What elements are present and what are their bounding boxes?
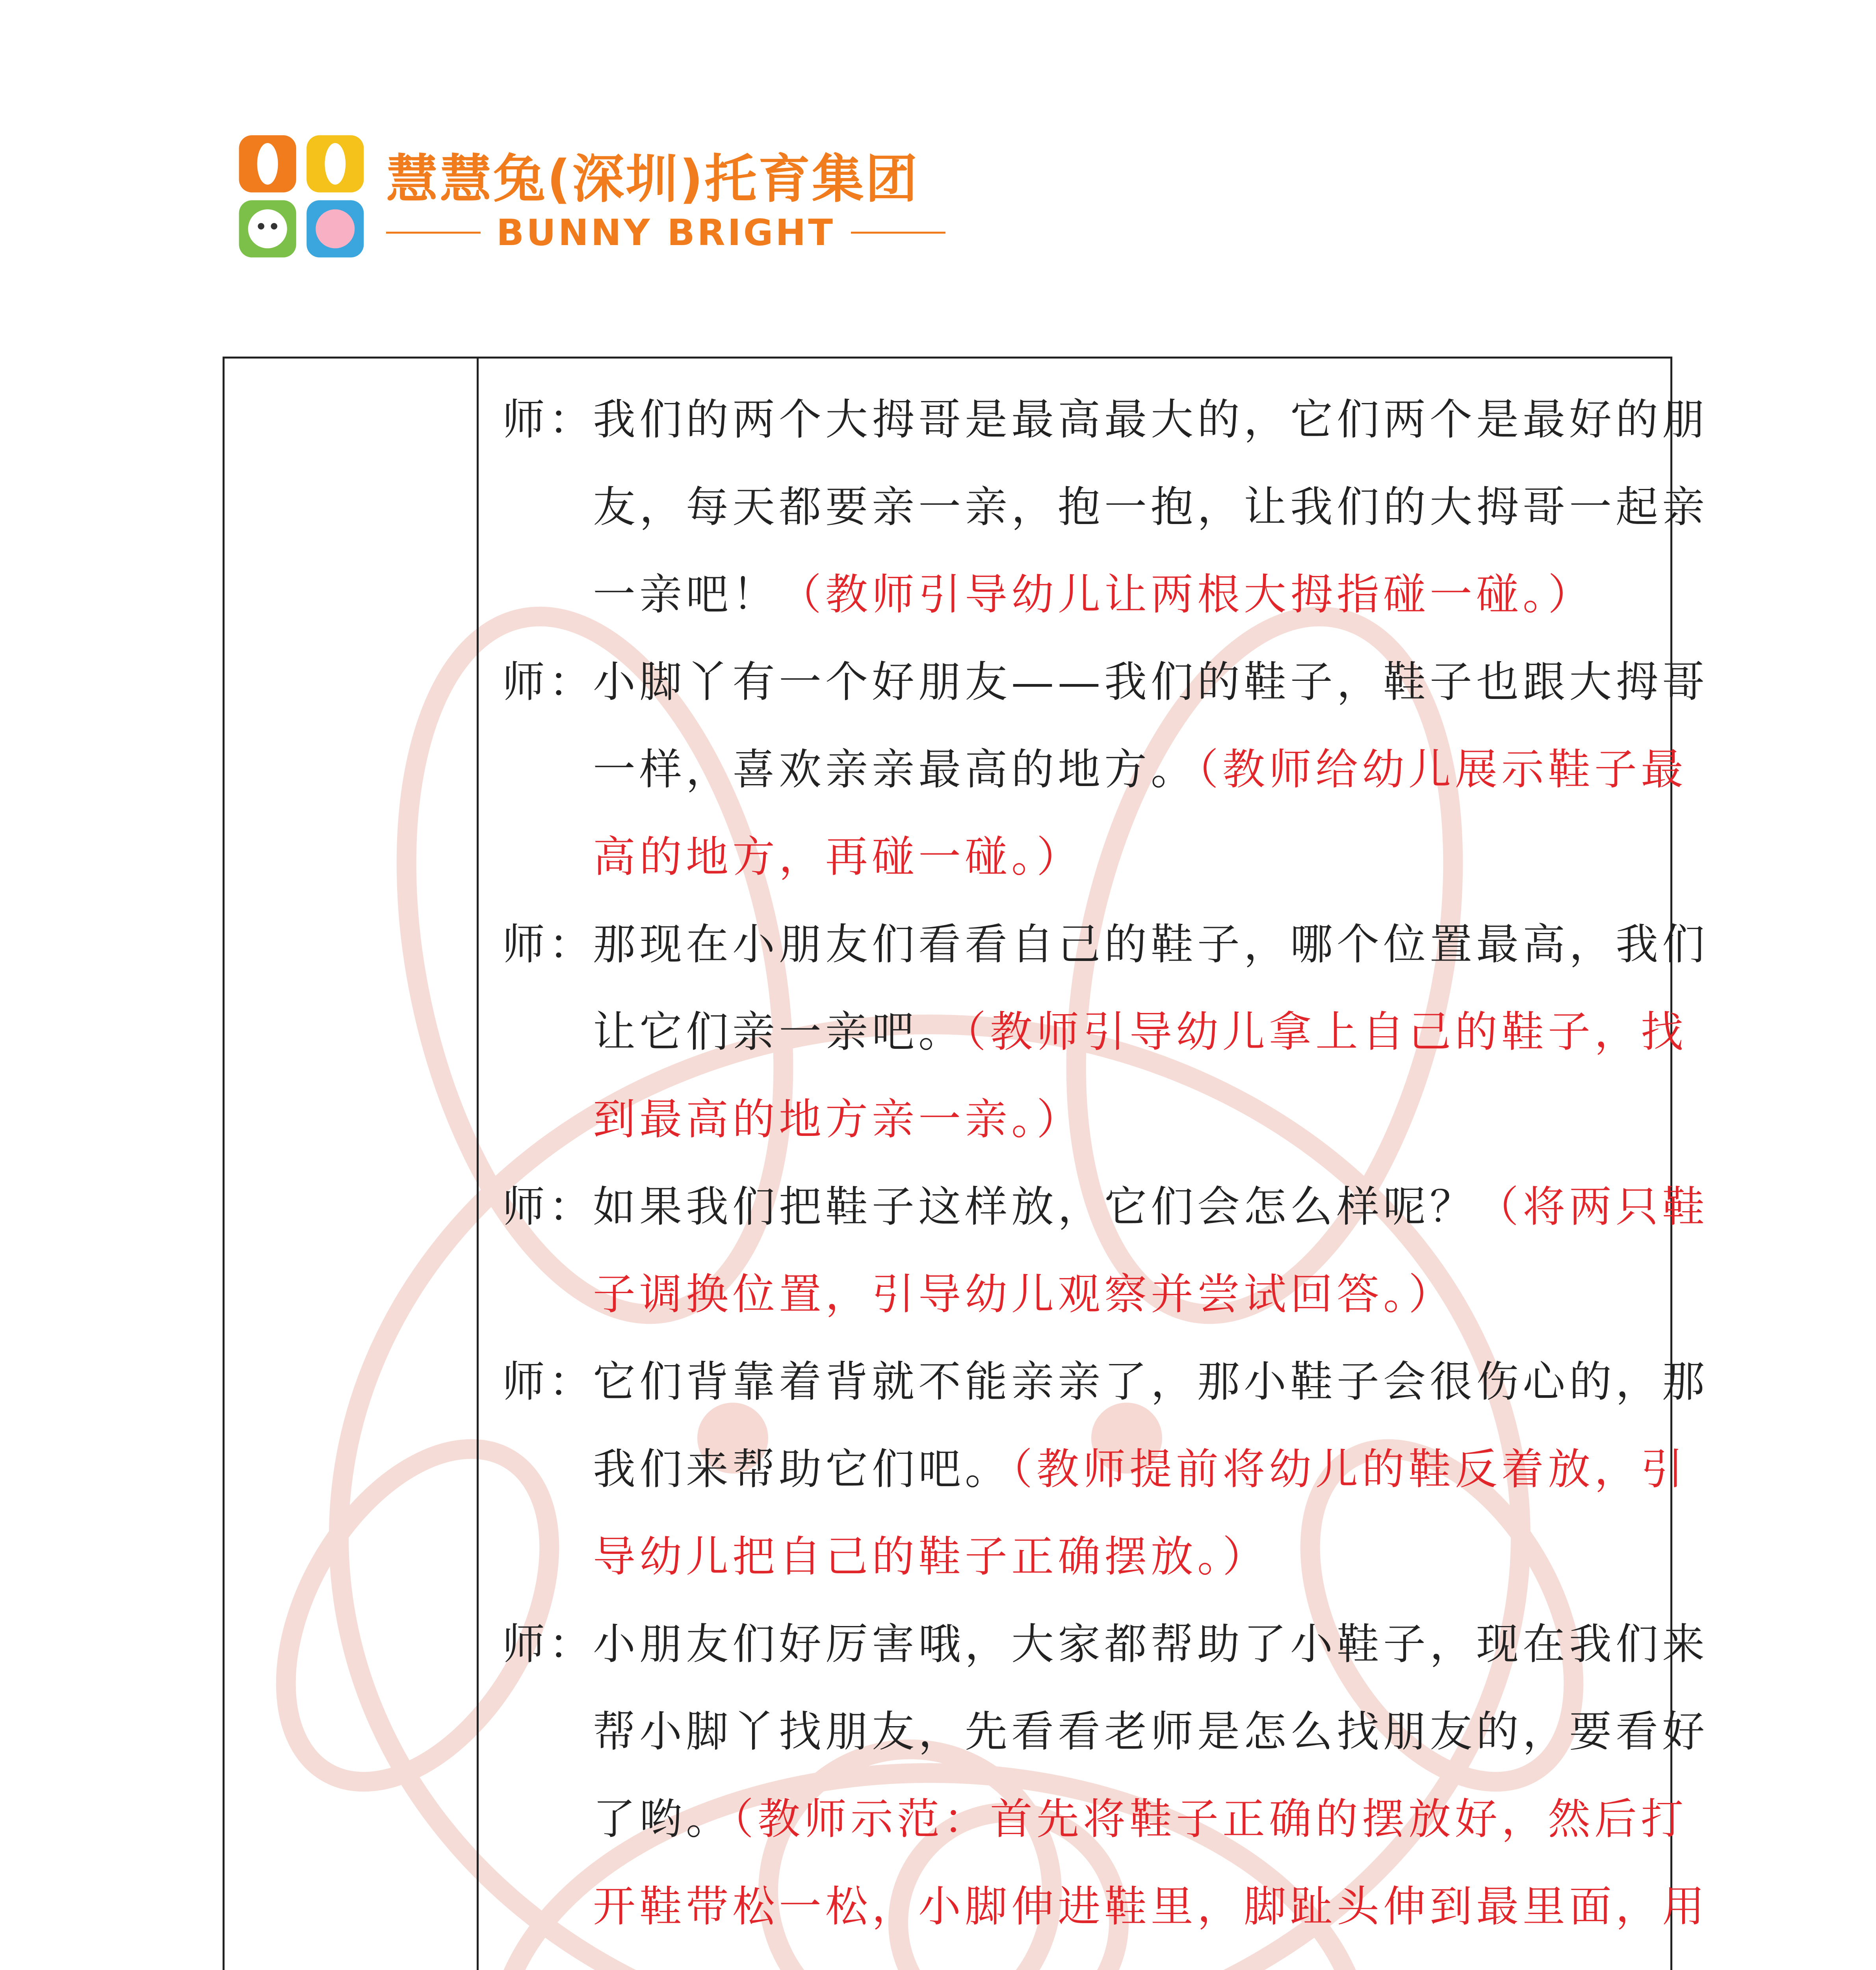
paragraph-line — [502, 726, 1688, 814]
table-right-cell — [479, 359, 1709, 1970]
teacher-paragraph — [502, 1338, 1709, 1601]
paragraph-line — [502, 1338, 1709, 1426]
table-left-cell — [225, 359, 477, 1970]
paragraph-line — [502, 814, 1645, 901]
paragraph-line — [502, 639, 1709, 726]
paragraph-line — [502, 989, 1688, 1076]
instruction-text: 到最高的地方亲一亲。） — [593, 1095, 1083, 1144]
instruction-text: 开鞋带松一松，小脚伸进鞋里，脚趾头伸到最里面，用 — [593, 1882, 1709, 1931]
dialogue-text: 我们的两个大拇哥是最高最大的，它们两个是最好的朋 — [593, 395, 1709, 444]
paragraph-line — [502, 1163, 1709, 1251]
dialogue-text: 一样，喜欢亲亲最高的地方。 — [593, 745, 1198, 794]
dialogue-text: 帮小脚丫找朋友，先看看老师是怎么找朋友的，要看好 — [593, 1707, 1709, 1756]
dialogue-text: 让它们亲一亲吧。 — [593, 1007, 965, 1057]
speaker-prefix: 师： — [502, 658, 596, 707]
speaker-prefix: 师： — [502, 1182, 596, 1232]
teacher-paragraph — [502, 901, 1709, 1163]
speaker-prefix: 师： — [502, 1357, 596, 1407]
dialogue-text: 那现在小朋友们看看自己的鞋子，哪个位置最高，我们 — [593, 920, 1709, 969]
teacher-paragraph — [502, 376, 1709, 639]
bunny-logo-icon — [236, 130, 366, 260]
paragraph-line — [502, 1776, 1688, 1863]
instruction-text: （教师引导幼儿拿上自己的鞋子，找 — [965, 1007, 1688, 1057]
dialogue-text: 一亲吧！ — [593, 570, 779, 619]
header-logo — [236, 130, 985, 260]
teacher-paragraph — [502, 1601, 1709, 1970]
paragraph-line — [502, 1951, 1645, 1970]
paragraph-line — [502, 1513, 1645, 1601]
paragraph-line — [502, 1688, 1709, 1776]
instruction-text: （教师提前将幼儿的鞋反着放，引 — [1011, 1445, 1688, 1494]
dialogue-text: 小朋友们好厉害哦，大家都帮助了小鞋子，现在我们来 — [593, 1620, 1709, 1669]
instruction-text: 高的地方，再碰一碰。） — [593, 833, 1083, 882]
header-brand-subtitle — [386, 211, 945, 254]
speaker-prefix: 师： — [502, 395, 596, 444]
dialogue-text: 小脚丫有一个好朋友——我们的鞋子，鞋子也跟大拇哥 — [593, 658, 1709, 707]
instruction-text: 导幼儿把自己的鞋子正确摆放。） — [593, 1532, 1269, 1582]
lesson-table — [223, 357, 1709, 1970]
divider-line — [386, 232, 481, 234]
dialogue-text: 如果我们把鞋子这样放，它们会怎么样呢？ — [593, 1182, 1477, 1232]
teacher-paragraph — [502, 1163, 1709, 1338]
paragraph-line — [502, 1863, 1709, 1951]
dialogue-text: 它们背靠着背就不能亲亲了，那小鞋子会很伤心的，那 — [593, 1357, 1709, 1407]
paragraph-line — [502, 1076, 1645, 1163]
paragraph-line — [502, 1601, 1709, 1688]
header-brand-english: BUNNY BRIGHT — [496, 211, 835, 254]
instruction-text: （教师给幼儿展示鞋子最 — [1197, 745, 1688, 794]
dialogue-text: 了哟。 — [593, 1795, 733, 1844]
dialogue-text: 我们来帮助它们吧。 — [593, 1445, 1012, 1494]
speaker-prefix: 师： — [502, 920, 596, 969]
paragraph-line — [502, 464, 1709, 551]
instruction-text: 子调换位置，引导幼儿观察并尝试回答。） — [593, 1270, 1455, 1319]
instruction-text: （教师引导幼儿让两根大拇指碰一碰。） — [779, 570, 1595, 619]
header-brand-title: 慧慧兔(深圳)托育集团 — [386, 149, 919, 210]
paragraph-line — [502, 551, 1645, 639]
paragraph-line — [502, 1251, 1645, 1338]
paragraph-line — [502, 901, 1709, 989]
teacher-paragraph — [502, 639, 1709, 901]
speaker-prefix: 师： — [502, 1620, 596, 1669]
dialogue-text: 友，每天都要亲一亲，抱一抱，让我们的大拇哥一起亲 — [593, 483, 1709, 532]
instruction-text: （将两只鞋 — [1476, 1182, 1709, 1232]
paragraph-line — [502, 376, 1709, 464]
divider-line — [851, 232, 945, 234]
instruction-text: （教师示范：首先将鞋子正确的摆放好，然后打 — [732, 1795, 1688, 1844]
paragraph-line — [502, 1426, 1688, 1513]
